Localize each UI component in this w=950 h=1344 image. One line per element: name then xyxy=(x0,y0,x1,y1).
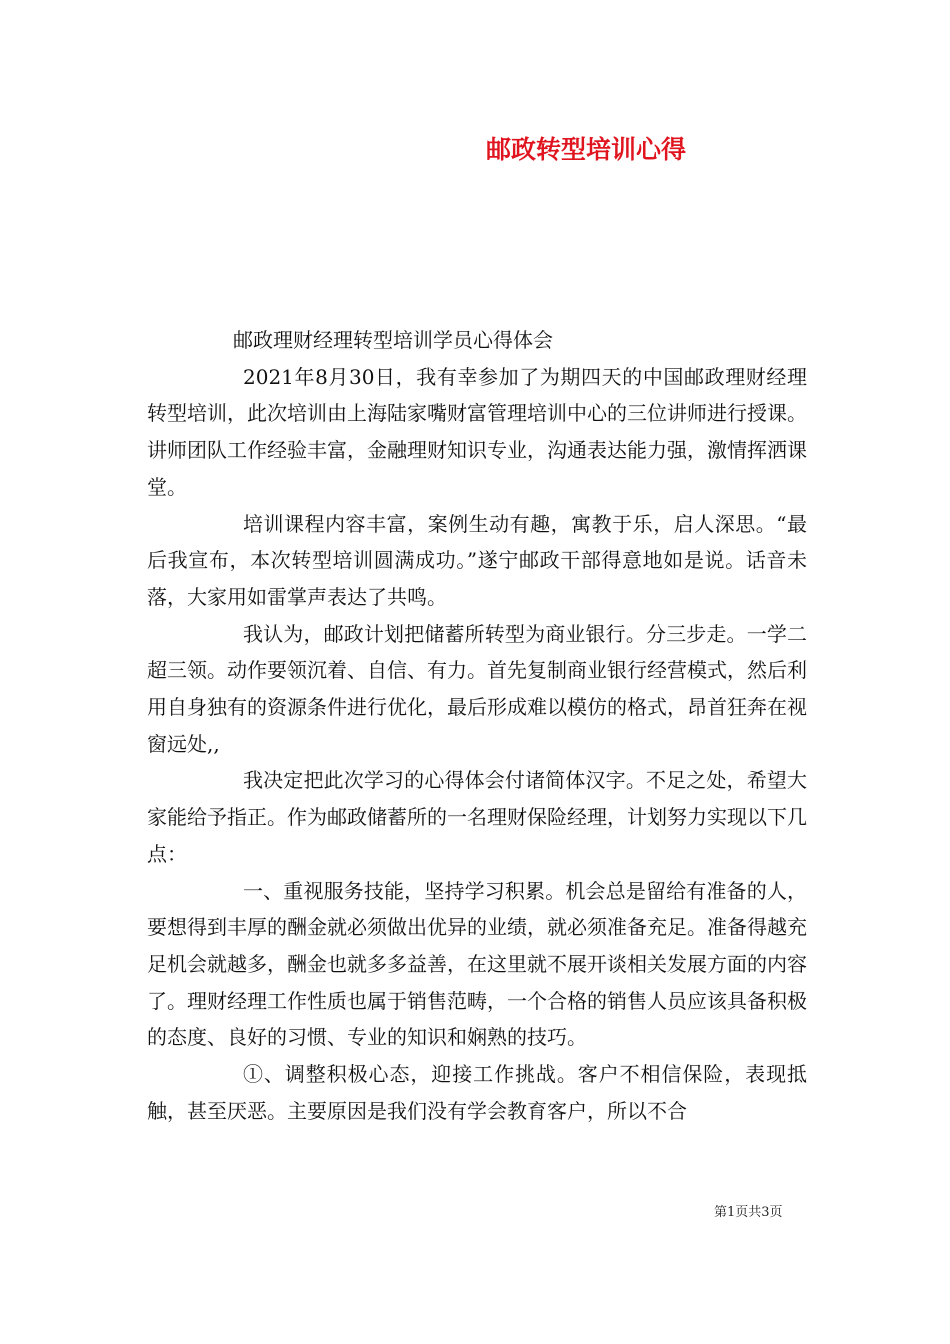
paragraph-5: 一、重视服务技能，坚持学习积累。机会总是留给有准备的人，要想得到丰厚的酬金就必须做出优异的业绩，就必须准备充足。准备得越充足机会就越多，酬金也就多多益善，在这里就不展开谈相关发展方面的内容了。理财经理工作性质也属于销售范畴，一个合格的销售人员应该具备积极的态度、良好的习惯、专业的知识和娴熟的技巧。 xyxy=(147,878,807,1050)
document-body xyxy=(147,322,807,1129)
paragraph-3: 我认为，邮政计划把储蓄所转型为商业银行。分三步走。一学二超三领。动作要领沉着、自信、有力。首先复制商业银行经营模式，然后利用自身独有的资源条件进行优化，最后形成难以模仿的格式，昂首狂奔在视窗远处,, xyxy=(147,621,807,756)
paragraph-6: ①、调整积极心态，迎接工作挑战。客户不相信保险，表现抵触，甚至厌恶。主要原因是我们没有学会教育客户，所以不合 xyxy=(147,1062,807,1123)
page-number-footer: 第1页共3页 xyxy=(714,1205,783,1220)
paragraph-4: 我决定把此次学习的心得体会付诸简体汉字。不足之处，希望大家能给予指正。作为邮政储蓄所的一名理财保险经理，计划努力实现以下几点： xyxy=(147,768,807,866)
document-subtitle: 邮政理财经理转型培训学员心得体会 xyxy=(233,328,553,352)
paragraph-2: 培训课程内容丰富，案例生动有趣，寓教于乐，启人深思。“最后我宣布，本次转型培训圆满成功。”遂宁邮政干部得意地如是说。话音未落，大家用如雷掌声表达了共鸣。 xyxy=(147,511,807,609)
paragraph-1: 2021年8月30日，我有幸参加了为期四天的中国邮政理财经理转型培训，此次培训由上海陆家嘴财富管理培训中心的三位讲师进行授课。讲师团队工作经验丰富，金融理财知识专业，沟通表达能力强，激情挥洒课堂。 xyxy=(147,364,807,499)
document-title: 邮政转型培训心得 xyxy=(486,135,687,164)
